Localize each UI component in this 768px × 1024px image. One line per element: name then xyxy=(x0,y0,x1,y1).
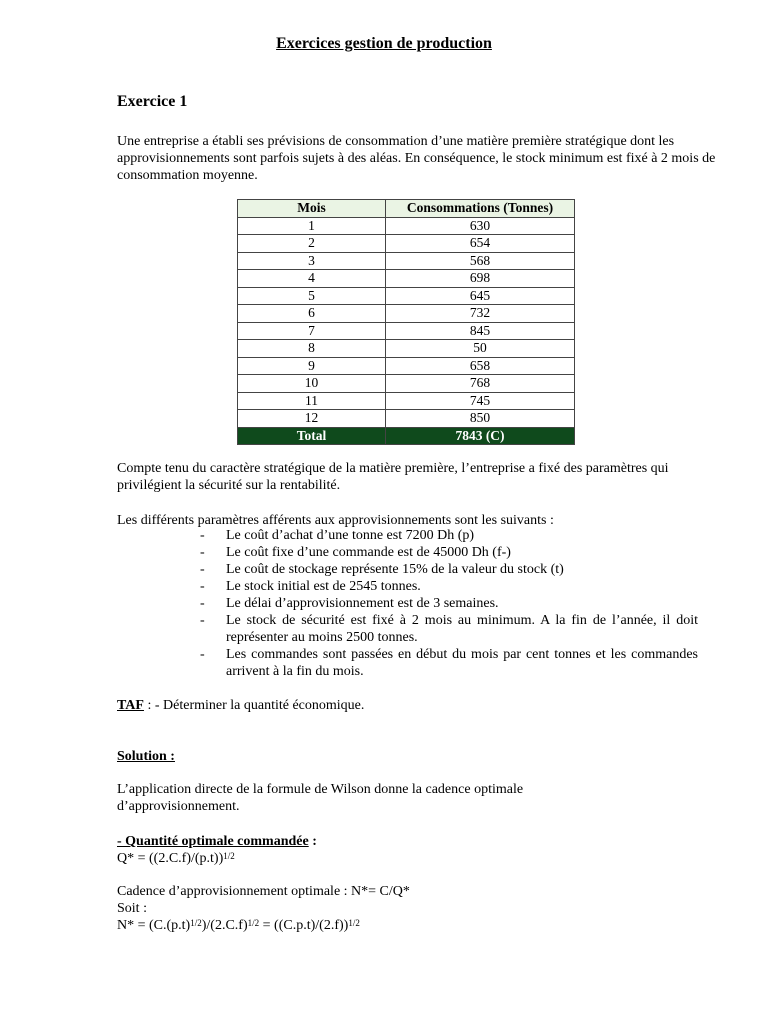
header-month: Mois xyxy=(238,200,386,218)
table-row xyxy=(238,322,575,340)
month-cell: 2 xyxy=(238,235,386,253)
table-body xyxy=(238,217,575,427)
table-row xyxy=(238,340,575,358)
consumption-cell: 654 xyxy=(386,235,575,253)
parameter-text: Le délai d’approvisionnement est de 3 semaines. xyxy=(226,596,499,611)
quantity-heading xyxy=(117,833,717,850)
parameter-text: Le coût fixe d’une commande est de 45000 Dh (f-) xyxy=(226,545,511,560)
consumption-table xyxy=(237,199,575,445)
consumption-cell: 568 xyxy=(386,252,575,270)
parameters-intro: Les différents paramètres afférents aux approvisionnements sont les suivants : xyxy=(117,513,554,528)
table-row xyxy=(238,375,575,393)
formula-n xyxy=(117,917,717,934)
table-row xyxy=(238,305,575,323)
consumption-cell: 630 xyxy=(386,217,575,235)
parameter-text: Le stock initial est de 2545 tonnes. xyxy=(226,579,421,594)
taf-line xyxy=(117,697,717,714)
table-row xyxy=(238,217,575,235)
table-row xyxy=(238,252,575,270)
quantity-heading-colon: : xyxy=(308,834,317,849)
total-value: 7843 (C) xyxy=(386,427,575,445)
formula-n-exp2: 1/2 xyxy=(247,918,260,928)
month-cell: 4 xyxy=(238,270,386,288)
formula-n-part1: N* = (C.(p.t) xyxy=(117,918,191,933)
month-cell: 5 xyxy=(238,287,386,305)
parameter-text: Les commandes sont passées en début du mois par cent tonnes et les commandes arrivent à la fin du mois. xyxy=(226,647,698,679)
parameter-text: Le coût d’achat d’une tonne est 7200 Dh (p) xyxy=(226,528,475,543)
month-cell: 10 xyxy=(238,375,386,393)
solution-heading: Solution : xyxy=(117,749,175,764)
month-cell: 11 xyxy=(238,392,386,410)
table-row xyxy=(238,410,575,428)
consumption-cell: 50 xyxy=(386,340,575,358)
month-cell: 7 xyxy=(238,322,386,340)
month-cell: 3 xyxy=(238,252,386,270)
table-total-row xyxy=(238,427,575,445)
bullet-dash: - xyxy=(200,613,205,628)
parameter-item xyxy=(200,578,698,595)
formula-q-exponent: 1/2 xyxy=(223,851,235,861)
consumption-cell: 845 xyxy=(386,322,575,340)
parameter-item xyxy=(200,612,698,646)
parameter-text: Le coût de stockage représente 15% de la valeur du stock (t) xyxy=(226,562,564,577)
month-cell: 12 xyxy=(238,410,386,428)
formula-n-part2: )/(2.C.f) xyxy=(201,918,248,933)
document-title: Exercices gestion de production xyxy=(276,35,492,52)
month-cell: 6 xyxy=(238,305,386,323)
bullet-dash: - xyxy=(200,647,205,662)
parameter-item xyxy=(200,544,698,561)
soit-line: Soit : xyxy=(117,901,147,916)
taf-text: : - Déterminer la quantité économique. xyxy=(143,698,365,713)
consumption-cell: 850 xyxy=(386,410,575,428)
table-row xyxy=(238,357,575,375)
consumption-cell: 658 xyxy=(386,357,575,375)
consumption-cell: 645 xyxy=(386,287,575,305)
solution-intro: L’application directe de la formule de Wilson donne la cadence optimale d’approvisionnement. xyxy=(117,782,524,814)
total-label: Total xyxy=(238,427,386,445)
parameter-item xyxy=(200,561,698,578)
bullet-dash: - xyxy=(200,562,205,577)
parameter-item xyxy=(200,527,698,544)
table-row xyxy=(238,235,575,253)
parameter-text: Le stock de sécurité est fixé à 2 mois au minimum. A la fin de l’année, il doit représenter au moins 2500 tonnes. xyxy=(226,613,698,645)
bullet-dash: - xyxy=(200,528,205,543)
formula-n-exp3: 1/2 xyxy=(348,918,360,928)
consumption-cell: 768 xyxy=(386,375,575,393)
month-cell: 1 xyxy=(238,217,386,235)
parameter-item xyxy=(200,646,698,680)
exercise-heading: Exercice 1 xyxy=(117,93,188,110)
parameter-item xyxy=(200,595,698,612)
table-row xyxy=(238,287,575,305)
consumption-cell: 732 xyxy=(386,305,575,323)
bullet-dash: - xyxy=(200,579,205,594)
parameters-list xyxy=(200,527,698,680)
formula-n-part3: = ((C.p.t)/(2.f)) xyxy=(259,918,349,933)
table-row xyxy=(238,270,575,288)
bullet-dash: - xyxy=(200,596,205,611)
formula-n-exp1: 1/2 xyxy=(190,918,202,928)
table-row xyxy=(238,392,575,410)
header-consumption: Consommations (Tonnes) xyxy=(386,200,575,218)
month-cell: 9 xyxy=(238,357,386,375)
formula-q-base: Q* = ((2.C.f)/(p.t)) xyxy=(117,851,224,866)
intro-paragraph: Une entreprise a établi ses prévisions de consommation d’une matière première stratégique dont les approvisionnements sont parfois sujets à des aléas. En conséquence, le stock minimum est fixé à 2 mois de consommation moyenne. xyxy=(117,134,716,183)
strategy-paragraph: Compte tenu du caractère stratégique de la matière première, l’entreprise a fixé des paramètres qui privilégient la sécurité sur la rentabilité. xyxy=(117,461,669,493)
month-cell: 8 xyxy=(238,340,386,358)
bullet-dash: - xyxy=(200,545,205,560)
formula-q xyxy=(117,850,717,867)
taf-label: TAF xyxy=(117,698,144,713)
consumption-cell: 745 xyxy=(386,392,575,410)
quantity-heading-text: - Quantité optimale commandée xyxy=(117,834,309,849)
table-header-row xyxy=(238,200,575,218)
cadence-line: Cadence d’approvisionnement optimale : N*= C/Q* xyxy=(117,884,410,899)
consumption-cell: 698 xyxy=(386,270,575,288)
